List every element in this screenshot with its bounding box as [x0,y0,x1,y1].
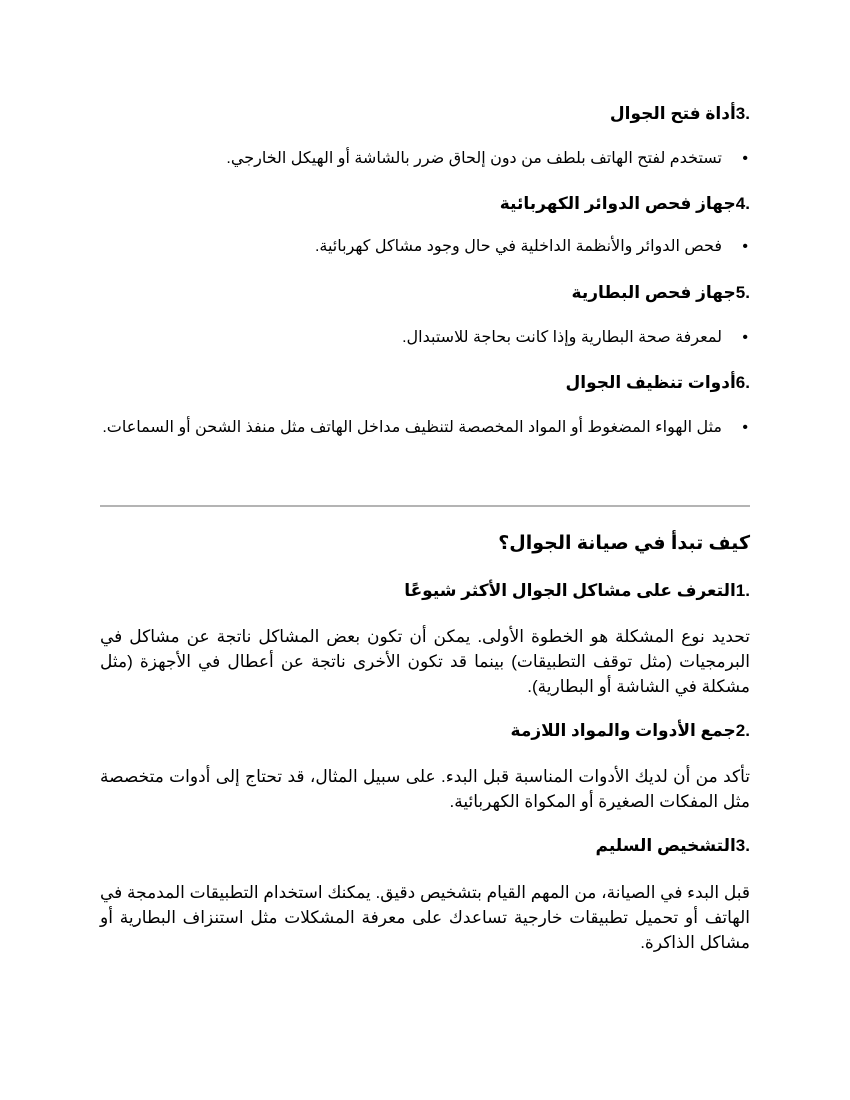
step-text-2: تأكد من أن لديك الأدوات المناسبة قبل البدء. على سبيل المثال، قد تحتاج إلى أدوات متخصصة مثل المفكات الصغيرة أو المكواة الكهربائية. [100,767,750,811]
bullet-dot: • [742,329,748,346]
step-heading-1: .1التعرف على مشاكل الجوال الأكثر شيوعًا [404,581,750,600]
tool-heading-4: .4جهاز فحص الدوائر الكهربائية [499,194,750,213]
tool-bullet-text-5: لمعرفة صحة البطارية وإذا كانت بحاجة للاستبدال. [402,329,722,346]
tool-heading-5: .5جهاز فحص البطارية [571,283,750,302]
tool-bullet-6 [100,416,748,440]
tool-bullet-5 [100,326,748,350]
tool-bullet-text-6: مثل الهواء المضغوط أو المواد المخصصة لتنظيف مداخل الهاتف مثل منفذ الشحن أو السماعات. [102,419,722,436]
horizontal-divider [100,505,750,507]
document-page [100,0,750,1100]
bullet-dot: • [742,238,748,255]
section-title: كيف تبدأ في صيانة الجوال؟ [498,533,750,554]
step-heading-2: .2جمع الأدوات والمواد اللازمة [510,721,750,740]
tool-bullet-text-3: تستخدم لفتح الهاتف بلطف من دون إلحاق ضرر بالشاشة أو الهيكل الخارجي. [226,150,722,167]
step-text-3: قبل البدء في الصيانة، من المهم القيام بتشخيص دقيق. يمكنك استخدام التطبيقات المدمجة في الهاتف أو تحميل تطبيقات خارجية تساعدك على معرفة المشكلات مثل استنزاف البطارية أو مشاكل الذاكرة. [100,883,750,952]
tool-heading-3: .3أداة فتح الجوال [609,104,750,123]
bullet-dot: • [742,419,748,436]
step-heading-3: .3التشخيص السليم [595,836,750,855]
tool-bullet-text-4: فحص الدوائر والأنظمة الداخلية في حال وجود مشاكل كهربائية. [314,238,722,255]
tool-bullet-3 [100,147,748,171]
step-text-1: تحديد نوع المشكلة هو الخطوة الأولى. يمكن أن تكون بعض المشاكل ناتجة عن مشاكل في البرمجيات (مثل توقف التطبيقات) بينما قد تكون الأخرى ناتجة عن أعطال في الأجهزة (مثل مشكلة في الشاشة أو البطارية). [100,627,750,696]
tool-heading-6: .6أدوات تنظيف الجوال [565,373,750,392]
bullet-dot: • [742,150,748,167]
tool-bullet-4 [100,235,748,259]
